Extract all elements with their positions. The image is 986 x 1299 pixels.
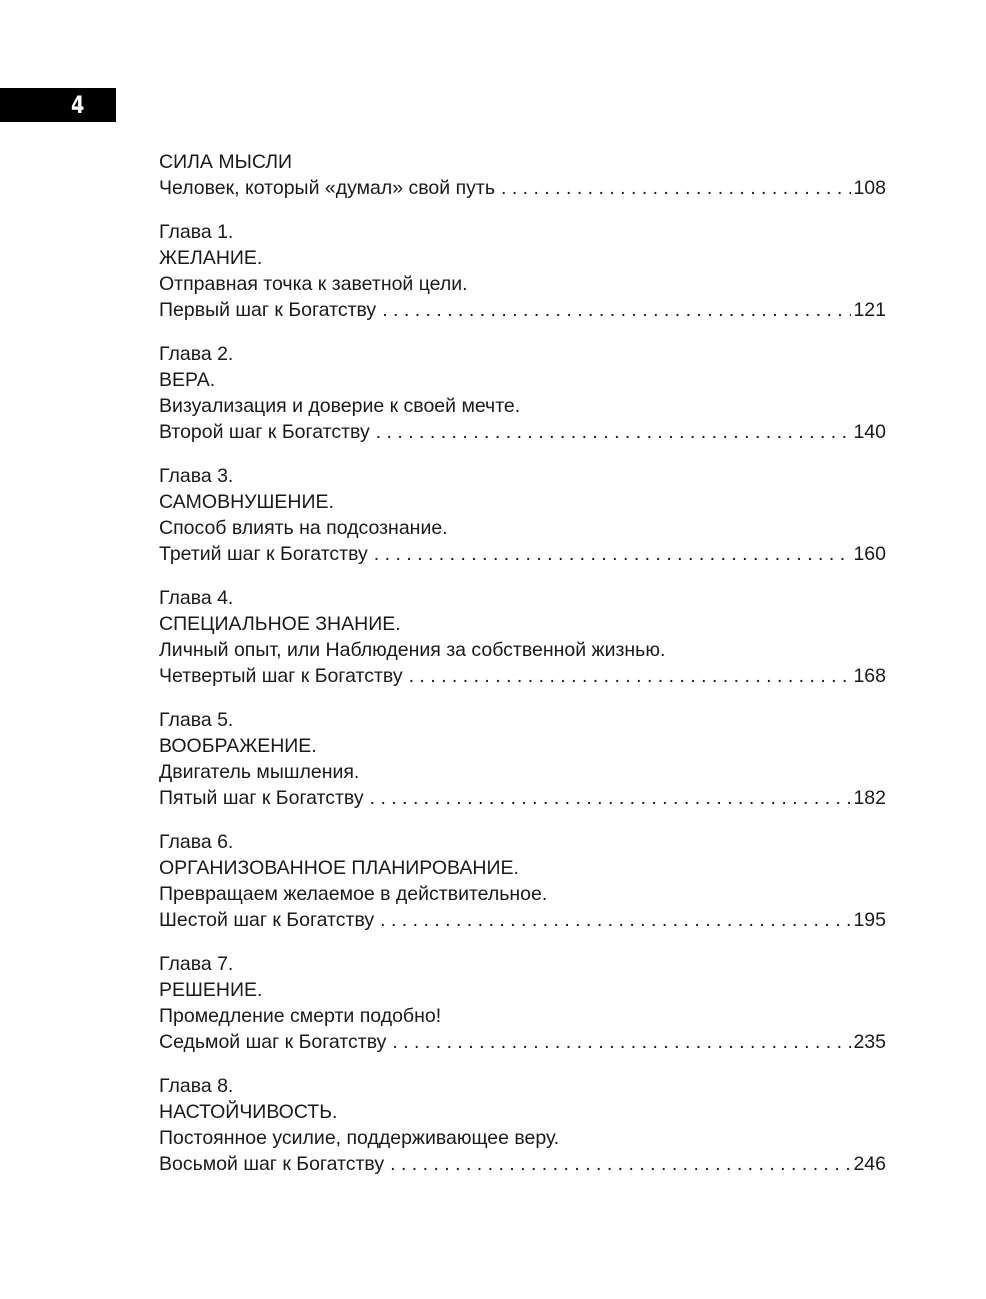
toc-entry-page-number: 160 <box>853 543 886 565</box>
toc-entry-line: НАСТОЙЧИВОСТЬ. <box>159 1101 338 1123</box>
toc-entry-page-number: 195 <box>853 909 886 931</box>
dot-leader <box>382 297 851 323</box>
toc-entry-title: Второй шаг к Богатству <box>159 421 370 443</box>
toc-entry-page-line <box>159 785 886 811</box>
table-of-contents <box>159 149 886 1195</box>
toc-entry <box>159 951 886 1055</box>
toc-entry-line: Личный опыт, или Наблюдения за собственной жизнью. <box>159 639 666 661</box>
toc-entry-line: Постоянное усилие, поддерживающее веру. <box>159 1127 560 1149</box>
toc-entry-line: ВЕРА. <box>159 369 216 391</box>
toc-entry-page-line <box>159 1029 886 1055</box>
dot-leader <box>374 541 852 567</box>
toc-entry <box>159 829 886 933</box>
toc-entry-title: Человек, который «думал» свой путь <box>159 177 495 199</box>
toc-entry-line: РЕШЕНИЕ. <box>159 979 263 1001</box>
toc-entry-title: Первый шаг к Богатству <box>159 299 377 321</box>
toc-entry-line: Двигатель мышления. <box>159 761 360 783</box>
toc-entry-line: САМОВНУШЕНИЕ. <box>159 491 334 513</box>
toc-entry-heading: Глава 4. <box>159 587 234 609</box>
dot-leader <box>376 419 852 445</box>
dot-leader <box>501 175 851 201</box>
toc-entry-line: ВООБРАЖЕНИЕ. <box>159 735 317 757</box>
toc-entry-line: Способ влиять на подсознание. <box>159 517 448 539</box>
toc-entry <box>159 219 886 323</box>
toc-entry-line: Визуализация и доверие к своей мечте. <box>159 395 521 417</box>
toc-entry-title: Пятый шаг к Богатству <box>159 787 364 809</box>
toc-entry <box>159 1073 886 1177</box>
toc-entry-page-line <box>159 663 886 689</box>
toc-entry-title: Шестой шаг к Богатству <box>159 909 375 931</box>
toc-entry-page-line <box>159 541 886 567</box>
toc-entry-heading: Глава 2. <box>159 343 234 365</box>
page-number-tab <box>0 88 116 122</box>
toc-entry-page-number: 108 <box>853 177 886 199</box>
toc-entry <box>159 707 886 811</box>
toc-entry-page-line <box>159 175 886 201</box>
toc-entry-line: Отправная точка к заветной цели. <box>159 273 468 295</box>
toc-entry-page-line <box>159 1151 886 1177</box>
dot-leader <box>370 785 852 811</box>
toc-entry-title: Четвертый шаг к Богатству <box>159 665 403 687</box>
toc-entry-page-number: 168 <box>853 665 886 687</box>
dot-leader <box>409 663 852 689</box>
dot-leader <box>380 907 851 933</box>
toc-entry <box>159 149 886 201</box>
toc-entry-page-number: 182 <box>853 787 886 809</box>
toc-entry-page-number: 121 <box>853 299 886 321</box>
dot-leader <box>392 1029 851 1055</box>
dot-leader <box>390 1151 851 1177</box>
toc-entry-heading: Глава 6. <box>159 831 234 853</box>
toc-entry-heading: СИЛА МЫСЛИ <box>159 151 293 173</box>
toc-entry-page-number: 235 <box>853 1031 886 1053</box>
toc-entry-line: ЖЕЛАНИЕ. <box>159 247 263 269</box>
toc-entry-page-line <box>159 907 886 933</box>
toc-entry-line: СПЕЦИАЛЬНОЕ ЗНАНИЕ. <box>159 613 401 635</box>
toc-entry <box>159 463 886 567</box>
toc-entry-page-number: 140 <box>853 421 886 443</box>
toc-entry-line: ОРГАНИЗОВАННОЕ ПЛАНИРОВАНИЕ. <box>159 857 519 879</box>
toc-entry-page-line <box>159 419 886 445</box>
toc-entry <box>159 341 886 445</box>
toc-entry-heading: Глава 1. <box>159 221 234 243</box>
toc-entry-heading: Глава 7. <box>159 953 234 975</box>
toc-entry <box>159 585 886 689</box>
toc-entry-title: Третий шаг к Богатству <box>159 543 368 565</box>
toc-entry-title: Седьмой шаг к Богатству <box>159 1031 387 1053</box>
toc-entry-heading: Глава 5. <box>159 709 234 731</box>
toc-entry-line: Превращаем желаемое в действительное. <box>159 883 548 905</box>
toc-entry-line: Промедление смерти подобно! <box>159 1005 442 1027</box>
toc-entry-heading: Глава 3. <box>159 465 234 487</box>
page-number: 4 <box>71 91 85 119</box>
toc-entry-heading: Глава 8. <box>159 1075 234 1097</box>
toc-entry-page-number: 246 <box>853 1153 886 1175</box>
toc-entry-title: Восьмой шаг к Богатству <box>159 1153 385 1175</box>
toc-entry-page-line <box>159 297 886 323</box>
